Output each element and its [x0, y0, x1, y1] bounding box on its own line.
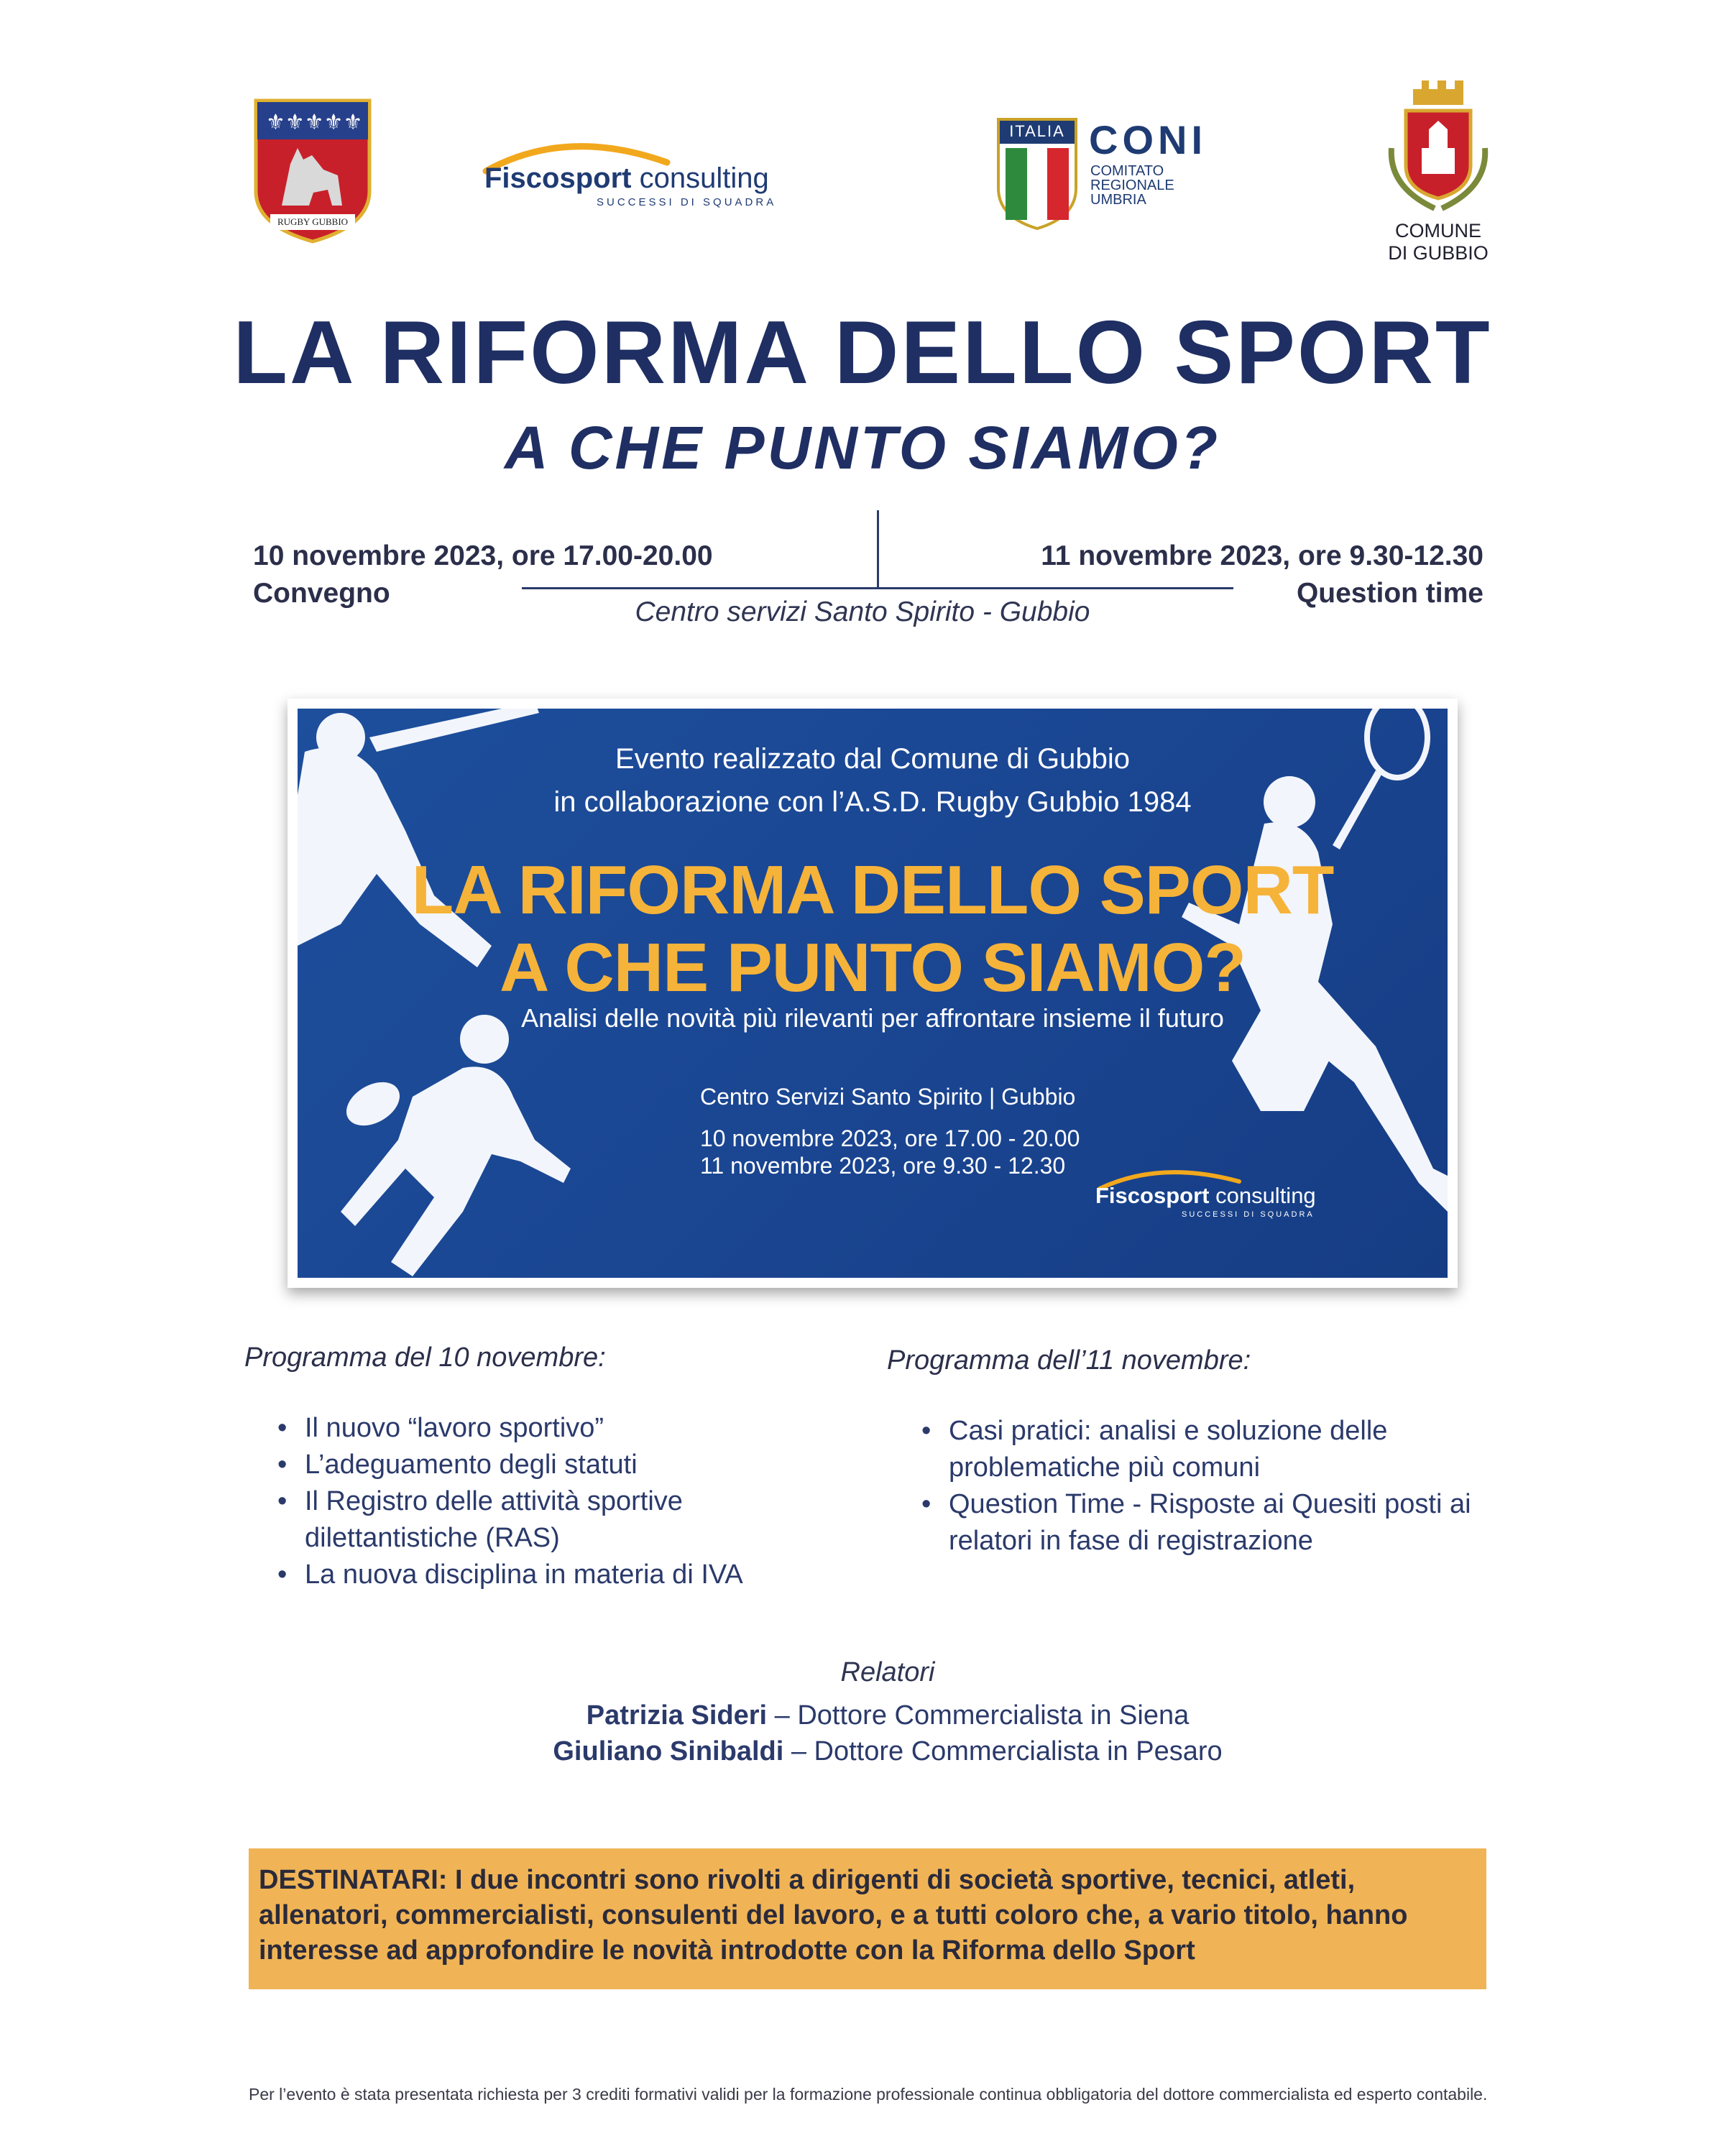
fiscosport-name: Fiscosport consulting	[484, 162, 769, 194]
fiscosport-logo	[480, 134, 782, 213]
banner-fiscosport-logo	[1095, 1163, 1333, 1227]
speakers-heading: Relatori	[840, 1657, 935, 1687]
event-venue: Centro servizi Santo Spirito - Gubbio	[635, 596, 1090, 627]
fiscosport-tagline: SUCCESSI DI SQUADRA	[597, 196, 777, 208]
rugby-logo-caption: RUGBY GUBBIO	[277, 216, 349, 227]
event-banner-image	[288, 699, 1458, 1288]
date-day1-time: 10 novembre 2023, ore 17.00-20.00	[253, 540, 713, 571]
banner-venue: Centro Servizi Santo Spirito | Gubbio	[700, 1084, 1076, 1110]
banner-fiscosport-name: Fiscosport consulting	[1095, 1183, 1316, 1208]
credits-footnote: Per l’evento è stata presentata richiesta per 3 crediti formativi validi per la formazione professionale continua obbligatoria del dottore commercialista ed esperto contabile.	[249, 2085, 1488, 2104]
comune-gubbio-label: COMUNE DI GUBBIO	[1388, 220, 1489, 264]
program-day2-list	[916, 1413, 1534, 1560]
list-item: • Il nuovo “lavoro sportivo”	[272, 1410, 818, 1447]
date-day1-label: Convegno	[253, 578, 390, 609]
banner-title: LA RIFORMA DELLO SPORT	[411, 852, 1334, 929]
banner-date-2: 11 novembre 2023, ore 9.30 - 12.30	[700, 1153, 1066, 1179]
coni-subtitle: COMITATO REGIONALE UMBRIA	[1090, 163, 1174, 208]
banner-tagline: Analisi delle novità più rilevanti per affrontare insieme il futuro	[521, 1003, 1224, 1033]
date-day2-label: Question time	[1296, 578, 1484, 609]
program-day1-heading: Programma del 10 novembre:	[244, 1342, 606, 1373]
main-subtitle: A CHE PUNTO SIAMO?	[504, 414, 1221, 482]
coni-flag-label: ITALIA	[1009, 122, 1065, 140]
banner-fiscosport-tagline: SUCCESSI DI SQUADRA	[1182, 1210, 1315, 1219]
list-item: • L’adeguamento degli statuti	[272, 1447, 818, 1483]
banner-collaboration-line: in collaborazione con l’A.S.D. Rugby Gubbio 1984	[553, 786, 1192, 818]
speaker-2: Giuliano Sinibaldi – Dottore Commercialista in Pesaro	[553, 1736, 1223, 1766]
list-item: • La nuova disciplina in materia di IVA	[272, 1557, 818, 1593]
banner-date-1: 10 novembre 2023, ore 17.00 - 20.00	[700, 1125, 1080, 1151]
program-day2-heading: Programma dell’11 novembre:	[887, 1345, 1251, 1376]
main-title: LA RIFORMA DELLO SPORT	[233, 303, 1492, 402]
banner-organizer-line: Evento realizzato dal Comune di Gubbio	[615, 743, 1130, 775]
audience-box: DESTINATARI: I due incontri sono rivolti a dirigenti di società sportive, tecnici, atleti, allenatori, commercialisti, consulenti del lavoro, e a tutti coloro che, a vario titolo, hanno interesse ad approfondire le novità introdotte con la Riforma dello Sport	[249, 1848, 1486, 1989]
program-day1-list	[272, 1410, 818, 1593]
date-day2-time: 11 novembre 2023, ore 9.30-12.30	[1041, 540, 1484, 571]
speaker-1: Patrizia Sideri – Dottore Commercialista in Siena	[586, 1700, 1190, 1731]
coni-logo	[995, 116, 1211, 231]
comune-gubbio-crest	[1384, 79, 1492, 266]
banner-subtitle: A CHE PUNTO SIAMO?	[499, 929, 1246, 1006]
date-divider-vertical	[877, 510, 879, 589]
list-item: • Question Time - Risposte ai Quesiti posti ai relatori in fase di registrazione	[916, 1486, 1538, 1560]
rugby-gubbio-logo	[253, 98, 372, 244]
svg-text:⚜⚜⚜⚜⚜: ⚜⚜⚜⚜⚜	[266, 110, 363, 135]
coni-name: CONI	[1089, 117, 1207, 162]
list-item: • Casi pratici: analisi e soluzione delle problematiche più comuni	[916, 1413, 1538, 1486]
list-item: • Il Registro delle attività sportive dilettantistiche (RAS)	[272, 1483, 818, 1557]
